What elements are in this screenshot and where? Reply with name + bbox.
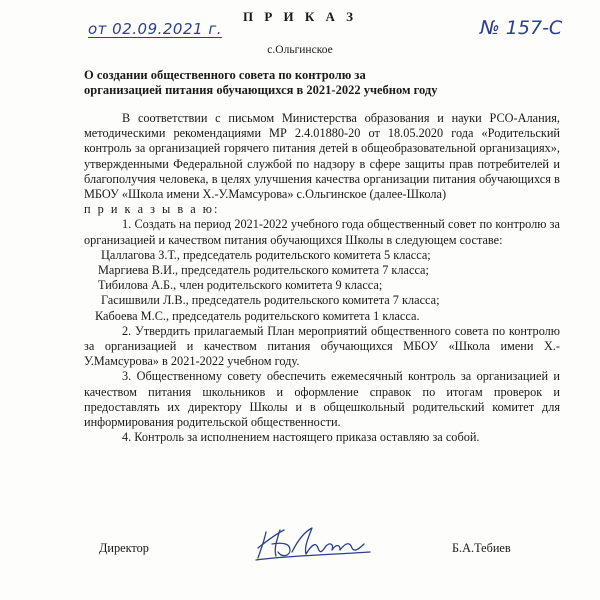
member-item: Кабоева М.С., председатель родительского комитета 1 класса. <box>95 308 420 323</box>
order-word: п р и к а з ы в а ю: <box>84 202 220 217</box>
handwritten-signature <box>254 522 374 562</box>
order-body <box>84 111 560 445</box>
order-subject <box>84 68 524 98</box>
item-3: 3. Общественному совету обеспечить ежемесячный контроль за организацией и качеством питания школьников и оформление справок по итогам проверок и предоставлять их директору Школы и в общешкольный родительский комитет для информирования родительской общественности. <box>84 369 560 430</box>
item-4: 4. Контроль за исполнением настоящего приказа оставляю за собой. <box>122 430 480 445</box>
order-date: от 02.09.2021 г. <box>88 20 222 38</box>
signer-role: Директор <box>99 541 149 555</box>
intro-paragraph: В соответствии с письмом Министерства образования и науки РСО-Алания, методическими рекомендациями МР 2.4.01880-20 от 18.05.2020 года «Родительский контроль за организацией горячего питания детей в общеобразовательной организациях», утвержденными Федеральной службой по надзору в сфере защиты прав потребителей и благополучия человека, в целях улучшения качества организации питания обучающихся в МБОУ «Школа имени Х.-У.Мамсурова» с.Ольгинское (далее-Школа) <box>84 111 560 202</box>
signature-row <box>0 538 600 568</box>
member-item: Тибилова А.Б., член родительского комитета 9 класса; <box>98 278 383 293</box>
order-number: № 157-С <box>480 17 563 39</box>
member-item: Маргиева В.И., председатель родительского комитета 7 класса; <box>98 263 429 278</box>
signer-name: Б.А.Тебиев <box>452 541 511 555</box>
member-item: Цаллагова З.Т., председатель родительского комитета 5 класса; <box>101 247 431 262</box>
item-2: 2. Утвердить прилагаемый План мероприятий общественного совета по контролю за организацией и качеством питания обучающихся МБОУ «Школа имени Х.-У.Мамсурова» в 2021-2022 учебном году. <box>84 323 560 369</box>
member-item: Гасишвили Л.В., председатель родительского комитета 7 класса; <box>101 293 440 308</box>
item-1: 1. Создать на период 2021-2022 учебного года общественный совет по контролю за организацией и качеством питания обучающихся Школы в следующем составе: <box>84 217 560 247</box>
village-name: с.Ольгинское <box>267 44 333 56</box>
document-title: П Р И К А З <box>242 9 358 24</box>
subject-line: организацией питания обучающихся в 2021-2022 учебном году <box>84 83 438 97</box>
subject-line: О создании общественного совета по контролю за <box>84 68 366 82</box>
